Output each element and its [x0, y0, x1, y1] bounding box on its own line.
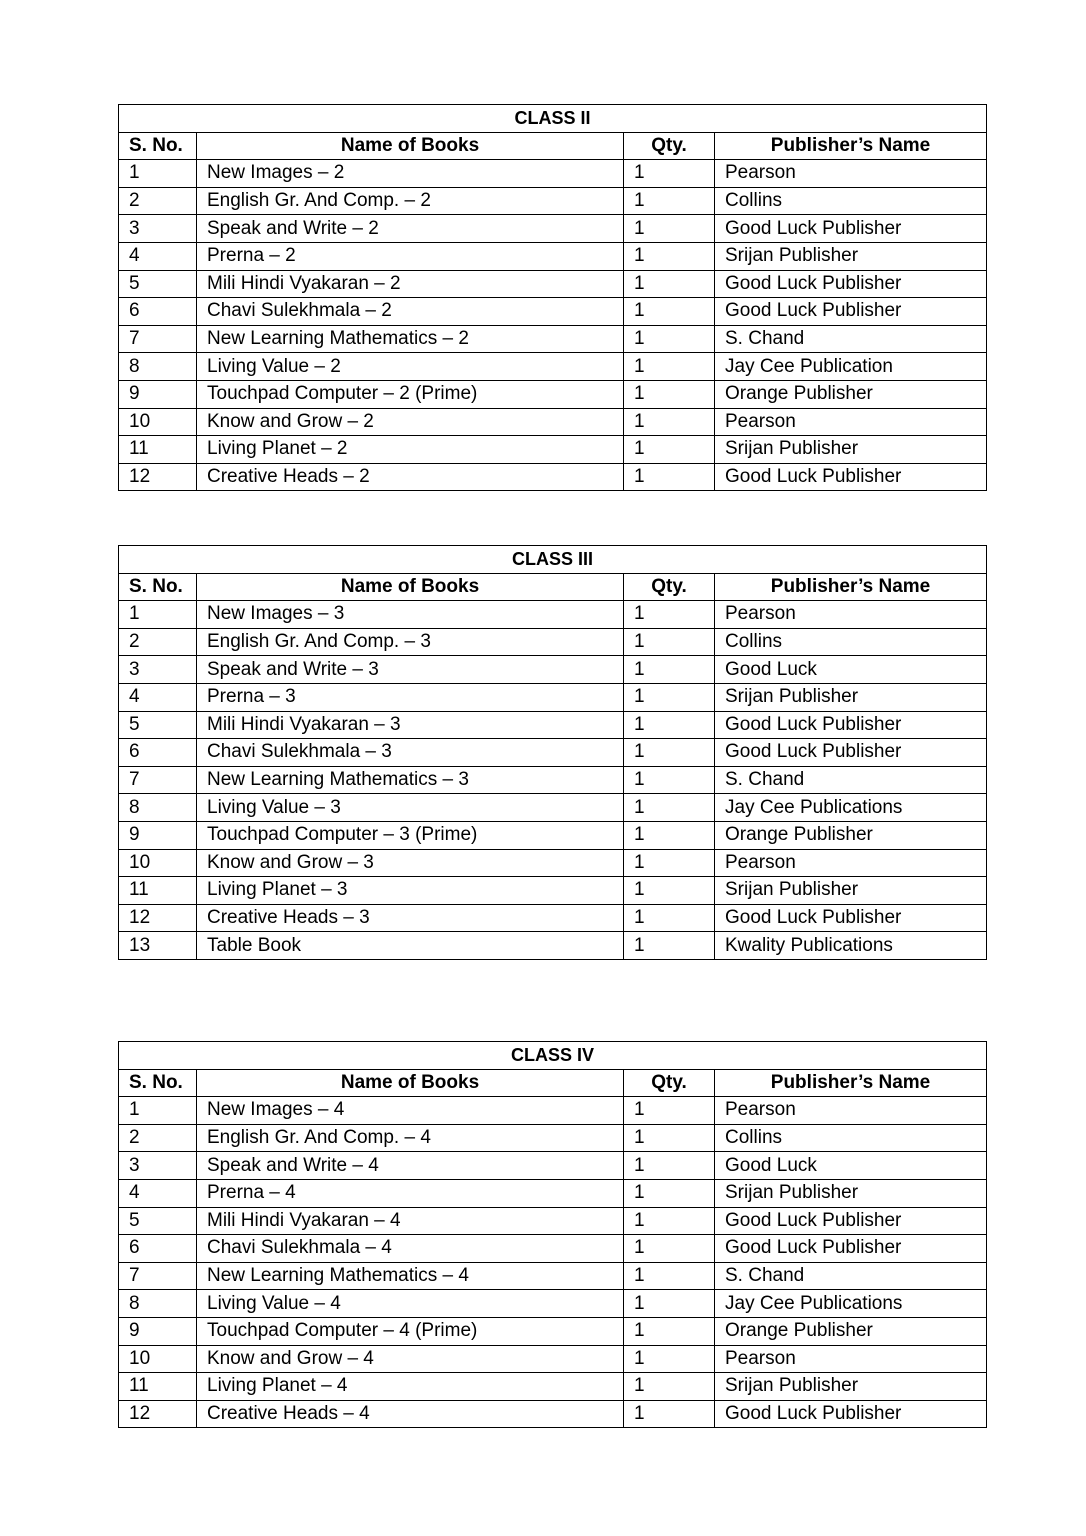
table-row: [119, 1345, 987, 1373]
cell-sno: 11: [119, 1373, 197, 1401]
cell-book-name: Touchpad Computer – 2 (Prime): [197, 380, 624, 408]
cell-qty: 1: [624, 794, 715, 822]
cell-qty: 1: [624, 904, 715, 932]
column-header-name: Name of Books: [197, 573, 624, 601]
cell-book-name: Prerna – 2: [197, 242, 624, 270]
cell-sno: 8: [119, 1290, 197, 1318]
cell-publisher: Orange Publisher: [715, 821, 987, 849]
cell-sno: 3: [119, 656, 197, 684]
cell-sno: 9: [119, 1317, 197, 1345]
cell-publisher: Good Luck Publisher: [715, 270, 987, 298]
cell-book-name: Mili Hindi Vyakaran – 4: [197, 1207, 624, 1235]
table-row: [119, 1207, 987, 1235]
cell-publisher: Orange Publisher: [715, 1317, 987, 1345]
cell-qty: 1: [624, 849, 715, 877]
cell-sno: 2: [119, 1124, 197, 1152]
table-row: [119, 325, 987, 353]
cell-qty: 1: [624, 463, 715, 491]
column-header-qty: Qty.: [624, 132, 715, 160]
cell-qty: 1: [624, 1097, 715, 1125]
column-header-sno: S. No.: [119, 573, 197, 601]
cell-publisher: S. Chand: [715, 766, 987, 794]
cell-publisher: S. Chand: [715, 325, 987, 353]
cell-book-name: Know and Grow – 4: [197, 1345, 624, 1373]
cell-sno: 8: [119, 794, 197, 822]
column-header-name: Name of Books: [197, 1069, 624, 1097]
cell-qty: 1: [624, 325, 715, 353]
cell-qty: 1: [624, 215, 715, 243]
cell-publisher: Pearson: [715, 408, 987, 436]
column-header-publisher: Publisher’s Name: [715, 132, 987, 160]
cell-book-name: Speak and Write – 3: [197, 656, 624, 684]
cell-publisher: Good Luck Publisher: [715, 1207, 987, 1235]
cell-publisher: Jay Cee Publications: [715, 1290, 987, 1318]
cell-publisher: S. Chand: [715, 1262, 987, 1290]
table-row: [119, 683, 987, 711]
cell-qty: 1: [624, 1179, 715, 1207]
cell-qty: 1: [624, 711, 715, 739]
book-table-class-iii: [118, 545, 987, 960]
cell-book-name: New Learning Mathematics – 2: [197, 325, 624, 353]
table-row: [119, 601, 987, 629]
table-row: [119, 766, 987, 794]
table-row: [119, 849, 987, 877]
cell-qty: 1: [624, 1152, 715, 1180]
cell-book-name: New Learning Mathematics – 4: [197, 1262, 624, 1290]
cell-qty: 1: [624, 628, 715, 656]
cell-publisher: Collins: [715, 628, 987, 656]
cell-qty: 1: [624, 656, 715, 684]
cell-book-name: Know and Grow – 2: [197, 408, 624, 436]
cell-publisher: Srijan Publisher: [715, 877, 987, 905]
cell-publisher: Srijan Publisher: [715, 1179, 987, 1207]
cell-book-name: English Gr. And Comp. – 4: [197, 1124, 624, 1152]
cell-sno: 12: [119, 1400, 197, 1428]
cell-sno: 5: [119, 1207, 197, 1235]
cell-book-name: Living Value – 2: [197, 353, 624, 381]
column-header-qty: Qty.: [624, 573, 715, 601]
book-table-class-ii: [118, 104, 987, 491]
column-header-publisher: Publisher’s Name: [715, 573, 987, 601]
cell-sno: 5: [119, 711, 197, 739]
cell-sno: 12: [119, 904, 197, 932]
cell-book-name: Creative Heads – 4: [197, 1400, 624, 1428]
table-row: [119, 794, 987, 822]
table-row: [119, 1235, 987, 1263]
cell-book-name: Speak and Write – 2: [197, 215, 624, 243]
table-row: [119, 353, 987, 381]
cell-qty: 1: [624, 683, 715, 711]
cell-publisher: Pearson: [715, 1345, 987, 1373]
cell-qty: 1: [624, 932, 715, 960]
cell-sno: 9: [119, 821, 197, 849]
cell-book-name: Prerna – 3: [197, 683, 624, 711]
table-row: [119, 463, 987, 491]
cell-book-name: Mili Hindi Vyakaran – 3: [197, 711, 624, 739]
cell-sno: 9: [119, 380, 197, 408]
cell-book-name: Living Planet – 4: [197, 1373, 624, 1401]
cell-publisher: Good Luck: [715, 656, 987, 684]
table-row: [119, 932, 987, 960]
cell-qty: 1: [624, 242, 715, 270]
cell-book-name: Creative Heads – 3: [197, 904, 624, 932]
cell-sno: 2: [119, 628, 197, 656]
class-title: CLASS II: [119, 105, 987, 133]
cell-sno: 11: [119, 436, 197, 464]
table-row: [119, 1124, 987, 1152]
cell-publisher: Good Luck Publisher: [715, 298, 987, 326]
cell-qty: 1: [624, 739, 715, 767]
table-row: [119, 1290, 987, 1318]
cell-book-name: Touchpad Computer – 4 (Prime): [197, 1317, 624, 1345]
cell-qty: 1: [624, 1290, 715, 1318]
table-row: [119, 1152, 987, 1180]
cell-sno: 1: [119, 1097, 197, 1125]
column-header-name: Name of Books: [197, 132, 624, 160]
table-row: [119, 1373, 987, 1401]
cell-sno: 1: [119, 601, 197, 629]
cell-qty: 1: [624, 270, 715, 298]
cell-book-name: Living Planet – 2: [197, 436, 624, 464]
cell-publisher: Jay Cee Publication: [715, 353, 987, 381]
cell-publisher: Pearson: [715, 1097, 987, 1125]
cell-sno: 2: [119, 187, 197, 215]
cell-qty: 1: [624, 436, 715, 464]
cell-publisher: Srijan Publisher: [715, 683, 987, 711]
cell-book-name: Chavi Sulekhmala – 4: [197, 1235, 624, 1263]
cell-publisher: Collins: [715, 1124, 987, 1152]
column-header-qty: Qty.: [624, 1069, 715, 1097]
table-row: [119, 242, 987, 270]
cell-sno: 4: [119, 683, 197, 711]
cell-sno: 10: [119, 849, 197, 877]
cell-publisher: Good Luck Publisher: [715, 904, 987, 932]
cell-publisher: Good Luck Publisher: [715, 1400, 987, 1428]
table-row: [119, 904, 987, 932]
cell-publisher: Kwality Publications: [715, 932, 987, 960]
cell-publisher: Srijan Publisher: [715, 242, 987, 270]
cell-book-name: Living Value – 4: [197, 1290, 624, 1318]
cell-publisher: Srijan Publisher: [715, 436, 987, 464]
class-title: CLASS IV: [119, 1042, 987, 1070]
cell-sno: 8: [119, 353, 197, 381]
table-row: [119, 436, 987, 464]
cell-publisher: Good Luck Publisher: [715, 215, 987, 243]
table-row: [119, 270, 987, 298]
cell-publisher: Good Luck Publisher: [715, 739, 987, 767]
cell-book-name: English Gr. And Comp. – 2: [197, 187, 624, 215]
table-row: [119, 628, 987, 656]
cell-book-name: Touchpad Computer – 3 (Prime): [197, 821, 624, 849]
book-table-class-iv: [118, 1041, 987, 1428]
cell-qty: 1: [624, 408, 715, 436]
cell-qty: 1: [624, 1207, 715, 1235]
cell-sno: 4: [119, 242, 197, 270]
cell-sno: 7: [119, 325, 197, 353]
cell-publisher: Pearson: [715, 849, 987, 877]
cell-qty: 1: [624, 601, 715, 629]
cell-publisher: Orange Publisher: [715, 380, 987, 408]
cell-book-name: New Images – 2: [197, 160, 624, 188]
cell-qty: 1: [624, 1235, 715, 1263]
cell-qty: 1: [624, 877, 715, 905]
cell-book-name: English Gr. And Comp. – 3: [197, 628, 624, 656]
cell-qty: 1: [624, 380, 715, 408]
cell-book-name: Living Planet – 3: [197, 877, 624, 905]
cell-book-name: New Images – 3: [197, 601, 624, 629]
table-row: [119, 408, 987, 436]
cell-qty: 1: [624, 1400, 715, 1428]
cell-sno: 12: [119, 463, 197, 491]
cell-book-name: Creative Heads – 2: [197, 463, 624, 491]
column-header-sno: S. No.: [119, 1069, 197, 1097]
cell-book-name: Chavi Sulekhmala – 3: [197, 739, 624, 767]
cell-publisher: Pearson: [715, 160, 987, 188]
table-row: [119, 711, 987, 739]
cell-sno: 3: [119, 215, 197, 243]
cell-sno: 5: [119, 270, 197, 298]
table-row: [119, 1400, 987, 1428]
table-row: [119, 187, 987, 215]
cell-qty: 1: [624, 821, 715, 849]
cell-publisher: Pearson: [715, 601, 987, 629]
cell-sno: 6: [119, 298, 197, 326]
cell-book-name: New Images – 4: [197, 1097, 624, 1125]
class-title: CLASS III: [119, 546, 987, 574]
cell-sno: 1: [119, 160, 197, 188]
table-row: [119, 1262, 987, 1290]
cell-sno: 7: [119, 766, 197, 794]
table-row: [119, 1179, 987, 1207]
cell-sno: 10: [119, 408, 197, 436]
cell-book-name: Know and Grow – 3: [197, 849, 624, 877]
column-header-sno: S. No.: [119, 132, 197, 160]
cell-qty: 1: [624, 766, 715, 794]
cell-book-name: New Learning Mathematics – 3: [197, 766, 624, 794]
cell-qty: 1: [624, 1345, 715, 1373]
cell-book-name: Table Book: [197, 932, 624, 960]
table-row: [119, 1097, 987, 1125]
cell-qty: 1: [624, 1373, 715, 1401]
table-row: [119, 877, 987, 905]
cell-publisher: Good Luck Publisher: [715, 463, 987, 491]
cell-sno: 7: [119, 1262, 197, 1290]
cell-publisher: Good Luck Publisher: [715, 1235, 987, 1263]
cell-publisher: Srijan Publisher: [715, 1373, 987, 1401]
cell-publisher: Jay Cee Publications: [715, 794, 987, 822]
table-row: [119, 380, 987, 408]
cell-publisher: Good Luck Publisher: [715, 711, 987, 739]
cell-sno: 13: [119, 932, 197, 960]
cell-sno: 6: [119, 1235, 197, 1263]
column-header-publisher: Publisher’s Name: [715, 1069, 987, 1097]
cell-sno: 10: [119, 1345, 197, 1373]
cell-book-name: Prerna – 4: [197, 1179, 624, 1207]
cell-qty: 1: [624, 1317, 715, 1345]
cell-sno: 4: [119, 1179, 197, 1207]
table-row: [119, 739, 987, 767]
table-row: [119, 1317, 987, 1345]
cell-book-name: Living Value – 3: [197, 794, 624, 822]
cell-qty: 1: [624, 1262, 715, 1290]
cell-book-name: Chavi Sulekhmala – 2: [197, 298, 624, 326]
cell-publisher: Collins: [715, 187, 987, 215]
table-row: [119, 160, 987, 188]
table-row: [119, 215, 987, 243]
cell-qty: 1: [624, 160, 715, 188]
table-row: [119, 821, 987, 849]
table-row: [119, 298, 987, 326]
cell-publisher: Good Luck: [715, 1152, 987, 1180]
cell-qty: 1: [624, 187, 715, 215]
cell-qty: 1: [624, 353, 715, 381]
cell-book-name: Mili Hindi Vyakaran – 2: [197, 270, 624, 298]
table-row: [119, 656, 987, 684]
cell-book-name: Speak and Write – 4: [197, 1152, 624, 1180]
cell-sno: 11: [119, 877, 197, 905]
cell-sno: 6: [119, 739, 197, 767]
cell-sno: 3: [119, 1152, 197, 1180]
cell-qty: 1: [624, 1124, 715, 1152]
cell-qty: 1: [624, 298, 715, 326]
